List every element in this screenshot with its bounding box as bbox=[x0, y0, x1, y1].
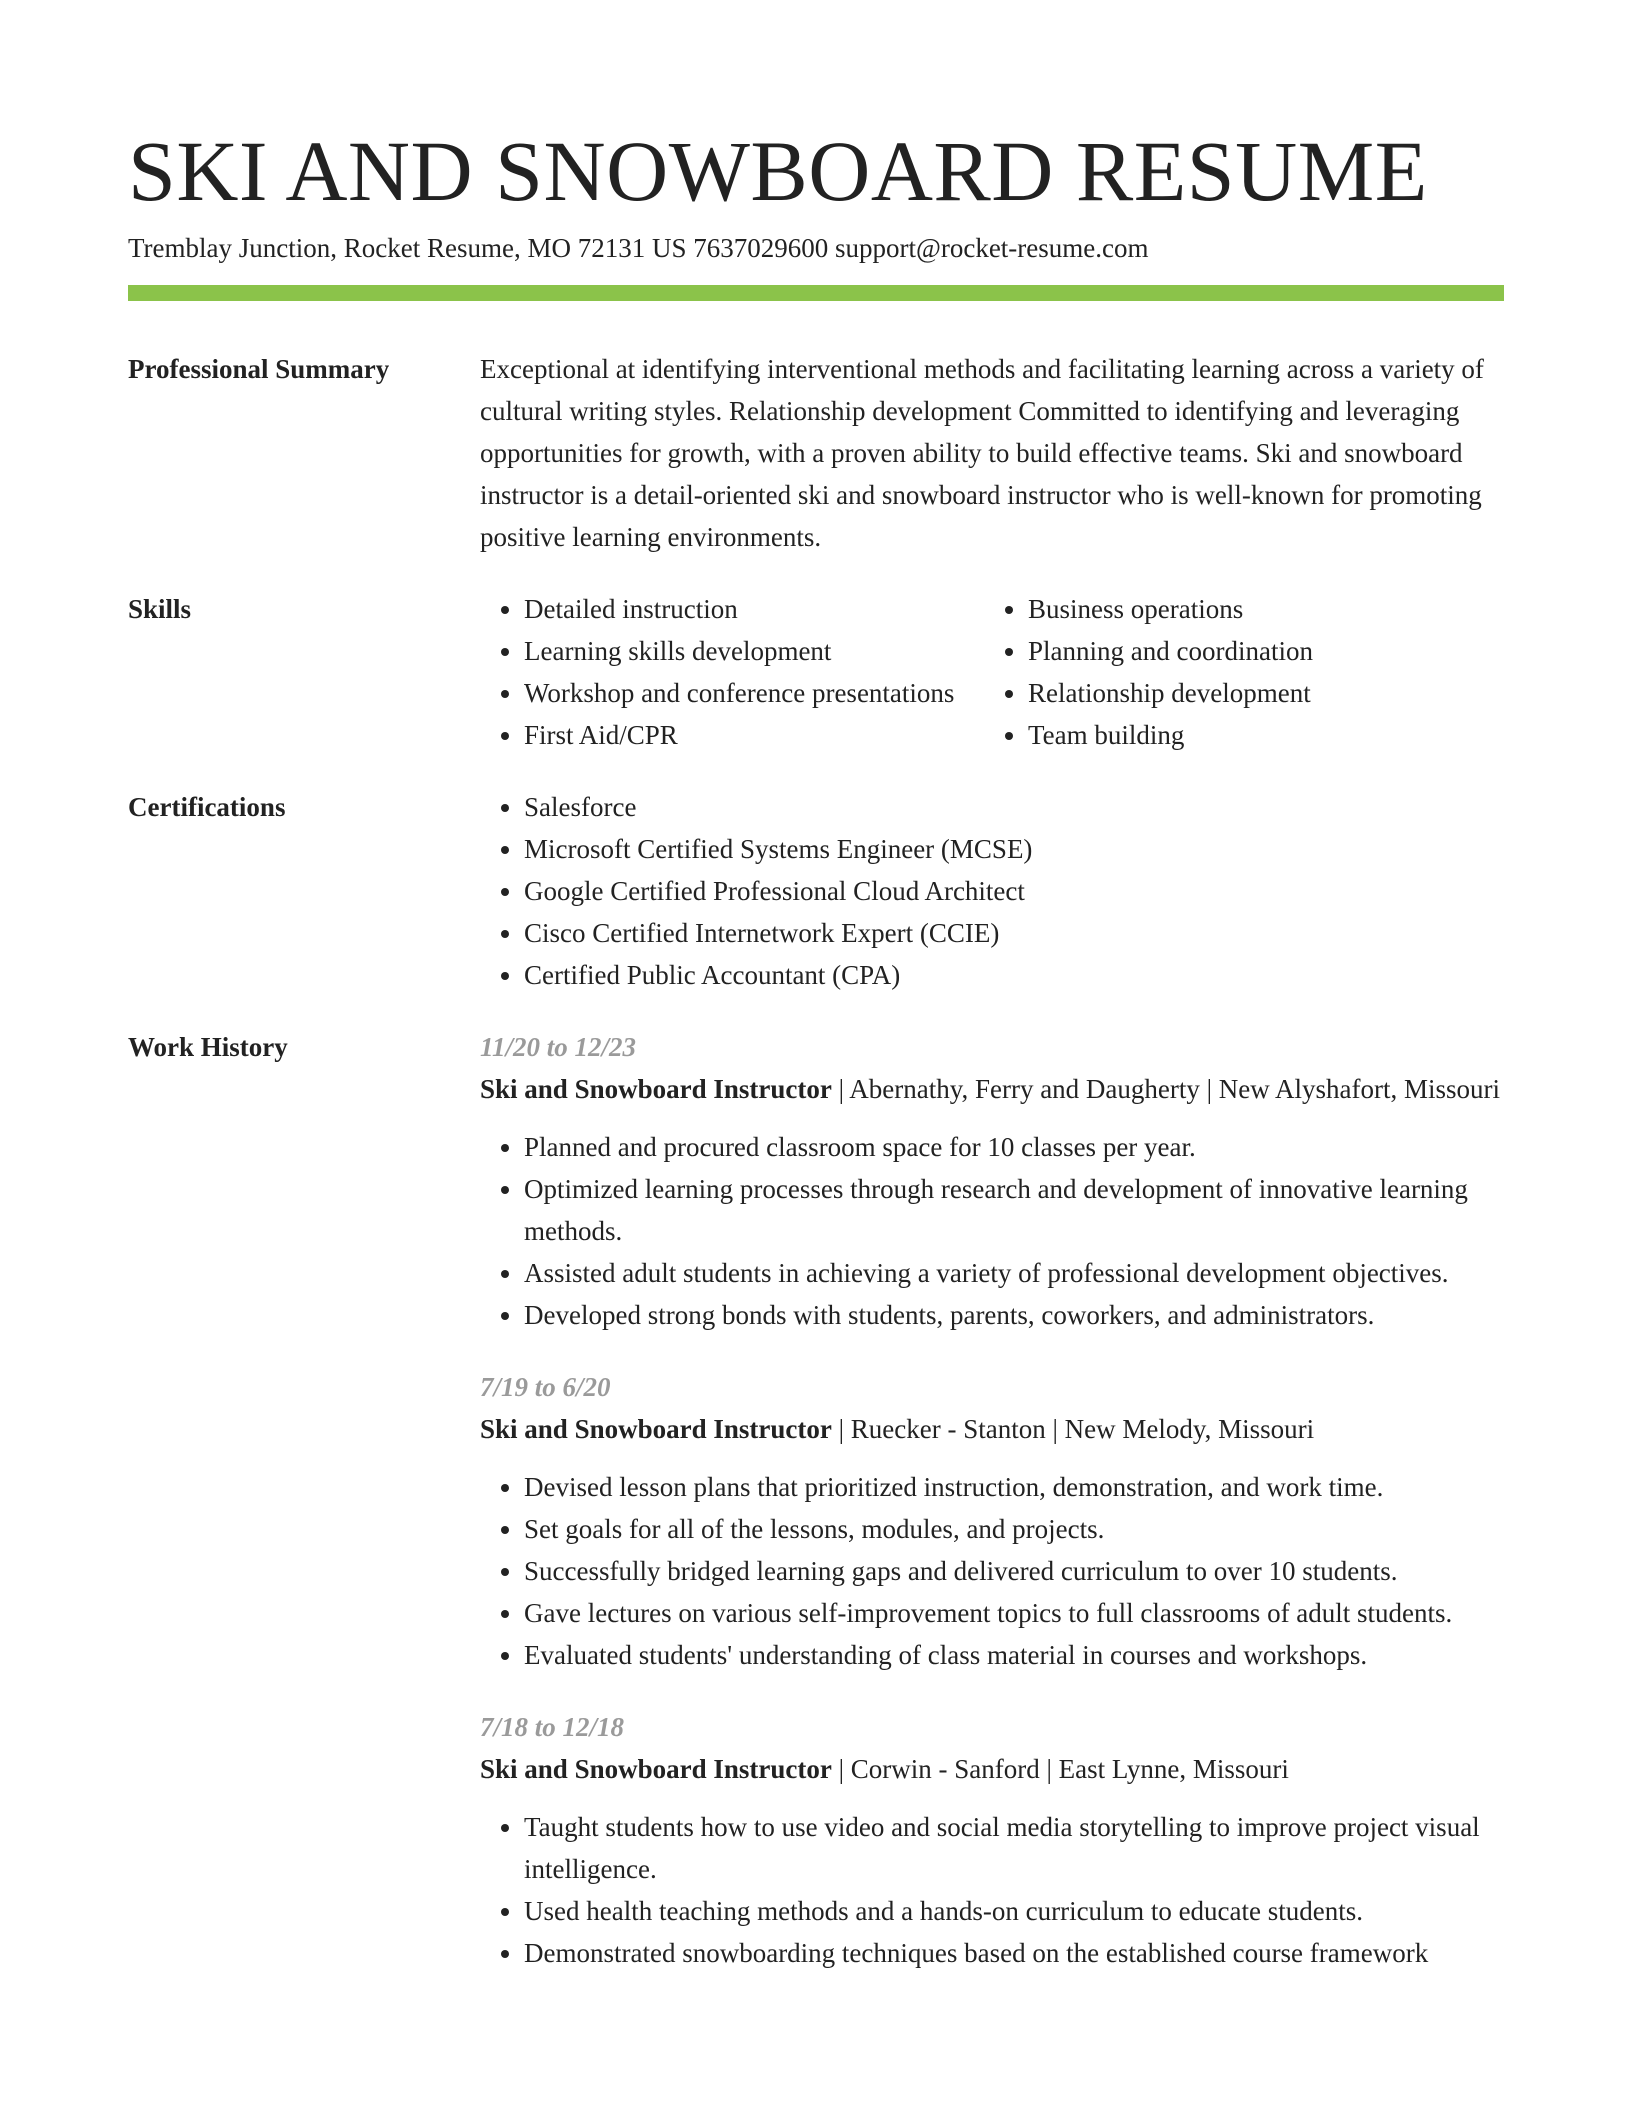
job-entry bbox=[480, 1706, 1504, 1974]
job-entry bbox=[480, 1366, 1504, 1676]
job-title: Ski and Snowboard Instructor bbox=[480, 1754, 832, 1784]
job-bullet: • Gave lectures on various self-improvement topics to full classrooms of adult students. bbox=[524, 1592, 1504, 1634]
skills-label: Skills bbox=[128, 594, 192, 624]
skill-item: • Planning and coordination bbox=[1028, 630, 1484, 672]
certification-item: • Cisco Certified Internetwork Expert (CCIE) bbox=[524, 912, 1504, 954]
job-title: Ski and Snowboard Instructor bbox=[480, 1414, 832, 1444]
job-bullet: • Successfully bridged learning gaps and delivered curriculum to over 10 students. bbox=[524, 1550, 1504, 1592]
job-heading bbox=[480, 1068, 1504, 1110]
certifications-label: Certifications bbox=[128, 792, 286, 822]
summary-label: Professional Summary bbox=[128, 354, 390, 384]
job-title: Ski and Snowboard Instructor bbox=[480, 1074, 832, 1104]
job-dates: 7/19 to 6/20 bbox=[480, 1372, 611, 1402]
skill-item: • First Aid/CPR bbox=[524, 714, 984, 756]
job-bullets bbox=[480, 1806, 1504, 1974]
work-history-label: Work History bbox=[128, 1032, 288, 1062]
skill-item: • Relationship development bbox=[1028, 672, 1484, 714]
job-dates: 11/20 to 12/23 bbox=[480, 1032, 637, 1062]
job-bullet: • Evaluated students' understanding of class material in courses and workshops. bbox=[524, 1634, 1504, 1676]
job-bullet: • Optimized learning processes through research and development of innovative learning methods. bbox=[524, 1168, 1504, 1252]
job-bullet: • Set goals for all of the lessons, modules, and projects. bbox=[524, 1508, 1504, 1550]
skills-list-left bbox=[480, 588, 984, 756]
job-bullet: • Developed strong bonds with students, parents, coworkers, and administrators. bbox=[524, 1294, 1504, 1336]
job-employer-location: | Abernathy, Ferry and Daugherty | New Alyshafort, Missouri bbox=[831, 1074, 1501, 1104]
skill-item: • Business operations bbox=[1028, 588, 1484, 630]
skill-item: • Team building bbox=[1028, 714, 1484, 756]
job-bullets bbox=[480, 1466, 1504, 1676]
certification-item: • Certified Public Accountant (CPA) bbox=[524, 954, 1504, 996]
job-entry bbox=[480, 1026, 1504, 1336]
skill-item: • Learning skills development bbox=[524, 630, 984, 672]
job-bullet: • Taught students how to use video and social media storytelling to improve project visual intelligence. bbox=[524, 1806, 1504, 1890]
job-bullet: • Demonstrated snowboarding techniques based on the established course framework bbox=[524, 1932, 1504, 1974]
certification-item: • Microsoft Certified Systems Engineer (MCSE) bbox=[524, 828, 1504, 870]
job-heading bbox=[480, 1748, 1504, 1790]
job-employer-location: | Corwin - Sanford | East Lynne, Missouri bbox=[831, 1754, 1289, 1784]
summary-text: Exceptional at identifying interventional methods and facilitating learning across a variety of cultural writing styles. Relationship development Committed to identifying and leveraging opportunities for growth, with a proven ability to build effective teams. Ski and snowboard instructor is a detail-oriented ski and snowboard instructor who is well-known for promoting positive learning environments. bbox=[480, 354, 1484, 552]
skills-grid bbox=[480, 588, 1504, 756]
skills-list-right bbox=[984, 588, 1484, 756]
certification-item: • Google Certified Professional Cloud Architect bbox=[524, 870, 1504, 912]
skill-item: • Workshop and conference presentations bbox=[524, 672, 984, 714]
skill-item: • Detailed instruction bbox=[524, 588, 984, 630]
job-dates: 7/18 to 12/18 bbox=[480, 1712, 625, 1742]
certifications-list bbox=[480, 786, 1504, 996]
job-employer-location: | Ruecker - Stanton | New Melody, Missouri bbox=[831, 1414, 1315, 1444]
job-bullet: • Assisted adult students in achieving a variety of professional development objectives. bbox=[524, 1252, 1504, 1294]
job-heading bbox=[480, 1408, 1504, 1450]
contact-line: Tremblay Junction, Rocket Resume, MO 72131 US 7637029600 support@rocket-resume.com bbox=[128, 233, 1149, 263]
job-bullets bbox=[480, 1126, 1504, 1336]
job-bullet: • Devised lesson plans that prioritized instruction, demonstration, and work time. bbox=[524, 1466, 1504, 1508]
resume-title: SKI AND SNOWBOARD RESUME bbox=[128, 123, 1428, 219]
certification-item: • Salesforce bbox=[524, 786, 1504, 828]
header-divider bbox=[128, 285, 1504, 301]
job-bullet: • Used health teaching methods and a hands-on curriculum to educate students. bbox=[524, 1890, 1504, 1932]
job-bullet: • Planned and procured classroom space for 10 classes per year. bbox=[524, 1126, 1504, 1168]
